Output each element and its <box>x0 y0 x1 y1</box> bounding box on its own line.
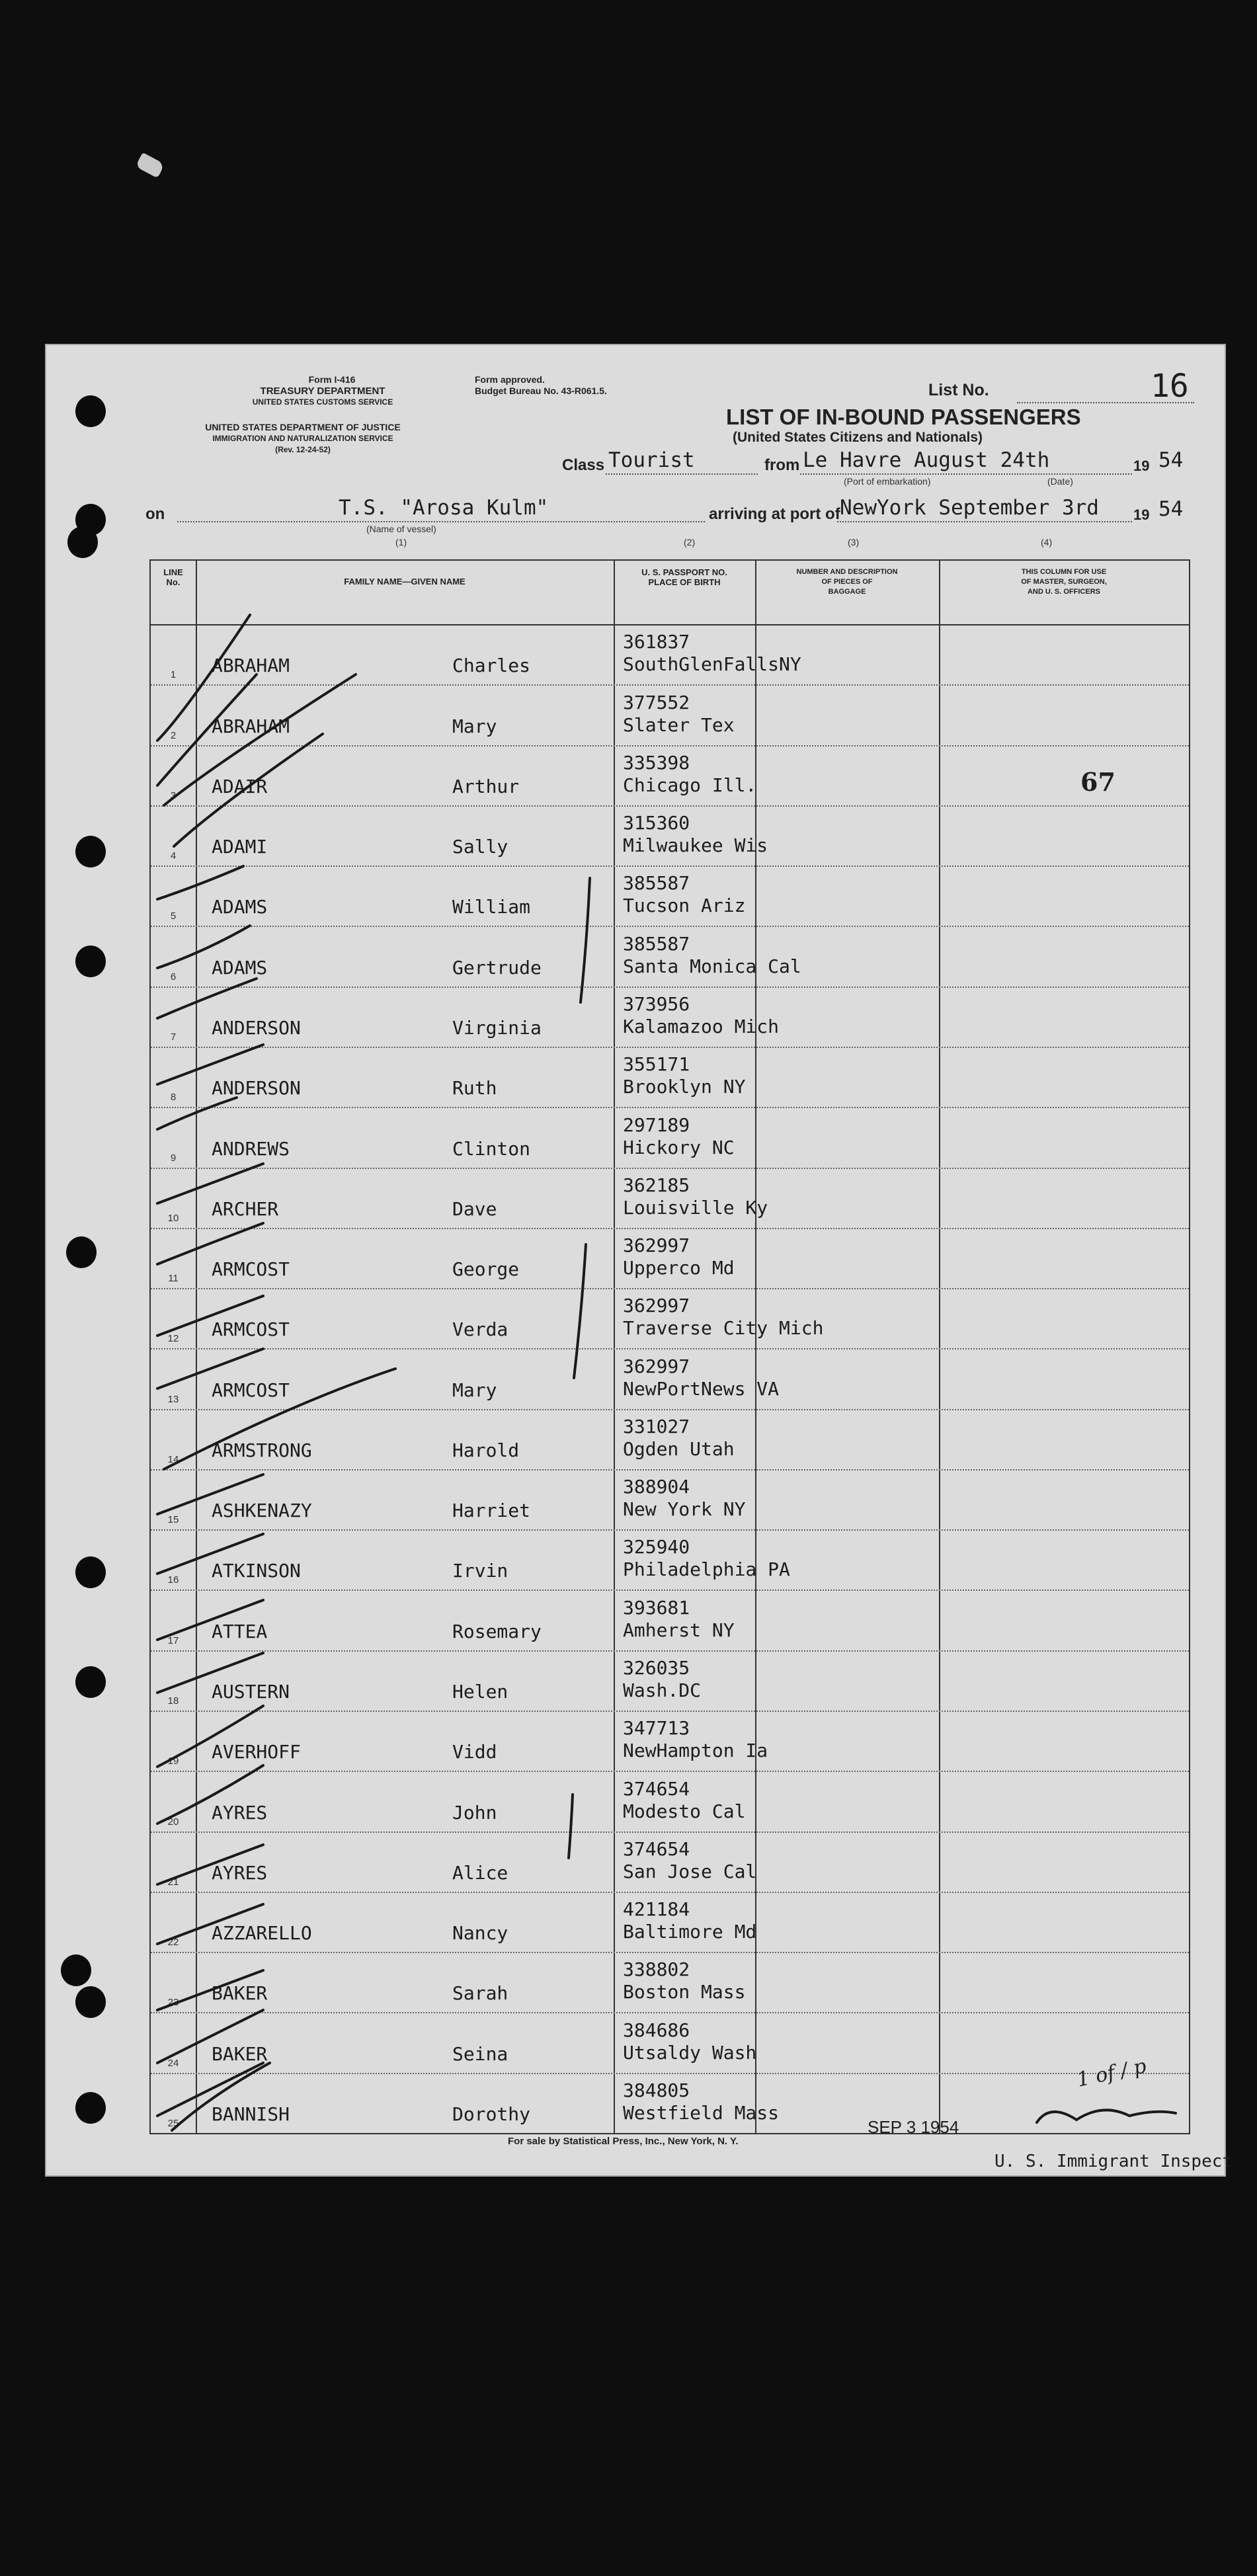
family-name: AYRES <box>212 1861 268 1884</box>
place-of-birth: Baltimore Md <box>623 1921 757 1943</box>
place-of-birth: Upperco Md <box>623 1257 735 1279</box>
line-number: 7 <box>170 1031 177 1043</box>
family-name: AZZARELLO <box>212 1922 312 1945</box>
given-name: Sarah <box>452 1982 508 2005</box>
customs-service: UNITED STATES CUSTOMS SERVICE <box>252 397 393 407</box>
passport-number: 362997 <box>623 1355 690 1377</box>
family-name: AUSTERN <box>212 1681 290 1703</box>
family-name: ADAMS <box>212 896 268 918</box>
family-name: ADAIR <box>212 775 268 797</box>
date-stamp: SEP 3 1954 <box>868 2117 959 2137</box>
given-name: Arthur <box>452 775 520 797</box>
budget-bureau: Budget Bureau No. 43-R061.5. <box>475 385 607 396</box>
vessel-name-note: (Name of vessel) <box>366 524 436 534</box>
given-name: Seina <box>452 2042 508 2065</box>
year-prefix-2: 19 <box>1133 506 1150 523</box>
family-name: ASHKENAZY <box>212 1500 312 1522</box>
family-name: ARCHER <box>212 1197 279 1220</box>
line-number: 20 <box>167 1816 179 1828</box>
passport-number: 362185 <box>623 1174 690 1196</box>
inspector-title: U. S. Immigrant Inspect <box>994 2152 1233 2171</box>
place-of-birth: Philadelphia PA <box>623 1558 790 1581</box>
passport-number: 335398 <box>623 751 690 774</box>
given-name: Ruth <box>452 1077 497 1100</box>
passport-number: 373956 <box>623 992 690 1015</box>
arriving-label: arriving at port of <box>709 505 840 523</box>
family-name: AVERHOFF <box>212 1741 301 1763</box>
passport-number: 297189 <box>623 1113 690 1136</box>
line-number: 25 <box>167 2117 179 2129</box>
given-name: Virginia <box>452 1016 542 1039</box>
given-name: Alice <box>452 1861 508 1884</box>
on-label: on <box>145 505 165 523</box>
given-name: Gertrude <box>452 956 542 979</box>
given-name: William <box>452 896 531 918</box>
given-name: Dorothy <box>452 2103 531 2125</box>
arrival-year: 54 <box>1158 497 1184 521</box>
form-revision: (Rev. 12-24-52) <box>275 445 331 454</box>
family-name: ARMCOST <box>212 1258 290 1281</box>
passport-number: 355171 <box>623 1053 690 1076</box>
document-subtitle: (United States Citizens and Nationals) <box>733 430 983 445</box>
list-number: 16 <box>1151 368 1189 405</box>
place-of-birth: Santa Monica Cal <box>623 955 801 977</box>
place-of-birth: NewPortNews VA <box>623 1377 780 1400</box>
given-name: Nancy <box>452 1922 508 1945</box>
given-name: Mary <box>452 715 497 737</box>
passport-number: 315360 <box>623 812 690 834</box>
family-name: ADAMI <box>212 836 268 858</box>
passport-number: 385587 <box>623 872 690 895</box>
given-name: Vidd <box>452 1741 497 1763</box>
line-number: 22 <box>167 1937 179 1949</box>
column-header-baggage: NUMBER AND DESCRIPTION OF PIECES OF BAGGAGE <box>796 568 898 596</box>
place-of-birth: Hickory NC <box>623 1136 735 1158</box>
handwritten-ratio: 1 of / p <box>1075 2054 1149 2092</box>
line-number: 23 <box>167 1997 179 2009</box>
given-name: Irvin <box>452 1560 508 1582</box>
given-name: Mary <box>452 1379 497 1401</box>
pen-marks <box>45 344 1226 2177</box>
given-name: Clinton <box>452 1137 531 1160</box>
family-name: ANDERSON <box>212 1077 301 1100</box>
passport-number: 347713 <box>623 1717 690 1740</box>
given-name: Dave <box>452 1197 497 1220</box>
place-of-birth: Wash.DC <box>623 1679 702 1702</box>
given-name: Sally <box>452 836 508 858</box>
given-name: Charles <box>452 655 531 677</box>
line-number: 19 <box>167 1755 179 1767</box>
place-of-birth: Utsaldy Wash <box>623 2041 757 2064</box>
place-of-birth: Traverse City Mich <box>623 1317 824 1340</box>
line-number: 17 <box>167 1634 179 1646</box>
line-number: 6 <box>170 971 177 983</box>
port-of-embarkation-note: (Port of embarkation) <box>844 476 931 487</box>
from-label: from <box>764 456 800 474</box>
line-number: 4 <box>170 850 177 862</box>
passport-number: 362997 <box>623 1234 690 1257</box>
line-number: 2 <box>170 729 177 741</box>
embarkation-year: 54 <box>1158 448 1184 472</box>
column-header-passport: U. S. PASSPORT NO. PLACE OF BIRTH <box>641 567 727 587</box>
place-of-birth: Chicago Ill. <box>623 774 757 796</box>
column-ref-3: (3) <box>848 537 860 547</box>
passenger-manifest-page <box>45 344 1233 2177</box>
date-note: (Date) <box>1047 476 1073 487</box>
line-number: 3 <box>170 789 177 801</box>
line-number: 9 <box>170 1152 177 1164</box>
passport-number: 384805 <box>623 2079 690 2101</box>
place-of-birth: Ogden Utah <box>623 1437 735 1460</box>
family-name: ABRAHAM <box>212 655 290 677</box>
passport-number: 374654 <box>623 1777 690 1800</box>
passport-number: 338802 <box>623 1958 690 1981</box>
family-name: BANNISH <box>212 2103 290 2125</box>
class-label: Class <box>562 456 605 474</box>
family-name: ARMSTRONG <box>212 1439 312 1461</box>
given-name: Harold <box>452 1439 520 1461</box>
family-name: ARMCOST <box>212 1379 290 1401</box>
place-of-birth: Kalamazoo Mich <box>623 1015 780 1037</box>
given-name: John <box>452 1801 497 1824</box>
given-name: Helen <box>452 1681 508 1703</box>
place-of-birth: San Jose Cal <box>623 1860 757 1882</box>
place-of-birth: Boston Mass <box>623 1981 746 2003</box>
family-name: BAKER <box>212 1982 268 2005</box>
embarkation-port-date: Le Havre August 24th <box>803 448 1050 472</box>
place-of-birth: Slater Tex <box>623 713 735 736</box>
line-number: 10 <box>167 1212 179 1224</box>
column-ref-4: (4) <box>1041 537 1053 547</box>
place-of-birth: Milwaukee Wis <box>623 834 768 857</box>
line-number: 5 <box>170 910 177 922</box>
line-number: 15 <box>167 1514 179 1526</box>
line-number: 16 <box>167 1574 179 1586</box>
family-name: ATKINSON <box>212 1560 301 1582</box>
family-name: AYRES <box>212 1801 268 1824</box>
family-name: BAKER <box>212 2042 268 2065</box>
column-header-name: FAMILY NAME—GIVEN NAME <box>344 577 466 586</box>
given-name: Harriet <box>452 1500 531 1522</box>
immigration-service: IMMIGRATION AND NATURALIZATION SERVICE <box>212 434 393 443</box>
passport-number: 393681 <box>623 1596 690 1619</box>
place-of-birth: Amherst NY <box>623 1619 735 1641</box>
passport-number: 331027 <box>623 1415 690 1437</box>
handwritten-count: 67 <box>1080 767 1115 797</box>
given-name: Verda <box>452 1318 508 1341</box>
place-of-birth: Tucson Ariz <box>623 895 746 917</box>
place-of-birth: Brooklyn NY <box>623 1076 746 1098</box>
passport-number: 388904 <box>623 1476 690 1498</box>
line-number: 1 <box>170 669 177 681</box>
family-name: ATTEA <box>212 1620 268 1642</box>
passport-number: 384686 <box>623 2019 690 2041</box>
passport-number: 421184 <box>623 1898 690 1921</box>
line-number: 14 <box>167 1453 179 1465</box>
place-of-birth: Louisville Ky <box>623 1196 768 1219</box>
year-prefix: 19 <box>1133 458 1150 474</box>
line-number: 12 <box>167 1333 179 1345</box>
family-name: ANDERSON <box>212 1016 301 1039</box>
vessel-name: T.S. "Arosa Kulm" <box>339 496 549 520</box>
arrival-port-date: NewYork September 3rd <box>840 496 1099 520</box>
passport-number: 361837 <box>623 631 690 653</box>
treasury-department: TREASURY DEPARTMENT <box>260 385 385 397</box>
place-of-birth: Westfield Mass <box>623 2101 780 2124</box>
form-approved: Form approved. <box>475 374 545 385</box>
line-number: 8 <box>170 1092 177 1104</box>
list-no-label: List No. <box>928 381 989 399</box>
family-name: ARMCOST <box>212 1318 290 1341</box>
line-number: 21 <box>167 1876 179 1888</box>
line-number: 11 <box>168 1273 179 1285</box>
document-title: LIST OF IN-BOUND PASSENGERS <box>726 405 1081 429</box>
family-name: ANDREWS <box>212 1137 290 1160</box>
passport-number: 362997 <box>623 1295 690 1317</box>
given-name: Rosemary <box>452 1620 542 1642</box>
justice-department: UNITED STATES DEPARTMENT OF JUSTICE <box>205 422 401 432</box>
printer-credit: For sale by Statistical Press, Inc., New York, N. Y. <box>508 2136 739 2147</box>
passport-number: 374654 <box>623 1837 690 1860</box>
line-number: 18 <box>167 1695 179 1707</box>
column-ref-1: (1) <box>395 537 407 547</box>
place-of-birth: New York NY <box>623 1498 746 1521</box>
column-header-line-no: LINE No. <box>163 567 183 587</box>
column-header-officers: THIS COLUMN FOR USE OF MASTER, SURGEON, AND U. S. OFFICERS <box>1021 568 1107 596</box>
line-number: 24 <box>167 2057 179 2069</box>
place-of-birth: SouthGlenFallsNY <box>623 653 801 676</box>
form-number: Form I-416 <box>308 374 356 385</box>
place-of-birth: NewHampton Ia <box>623 1740 768 1762</box>
family-name: ABRAHAM <box>212 715 290 737</box>
class-value: Tourist <box>608 448 695 472</box>
family-name: ADAMS <box>212 956 268 979</box>
line-number: 13 <box>167 1393 179 1405</box>
passport-number: 385587 <box>623 932 690 955</box>
column-ref-2: (2) <box>684 537 696 547</box>
passport-number: 326035 <box>623 1657 690 1679</box>
given-name: George <box>452 1258 520 1281</box>
place-of-birth: Modesto Cal <box>623 1800 746 1822</box>
passport-number: 325940 <box>623 1536 690 1558</box>
scan-speck <box>136 152 165 178</box>
passport-number: 377552 <box>623 691 690 713</box>
